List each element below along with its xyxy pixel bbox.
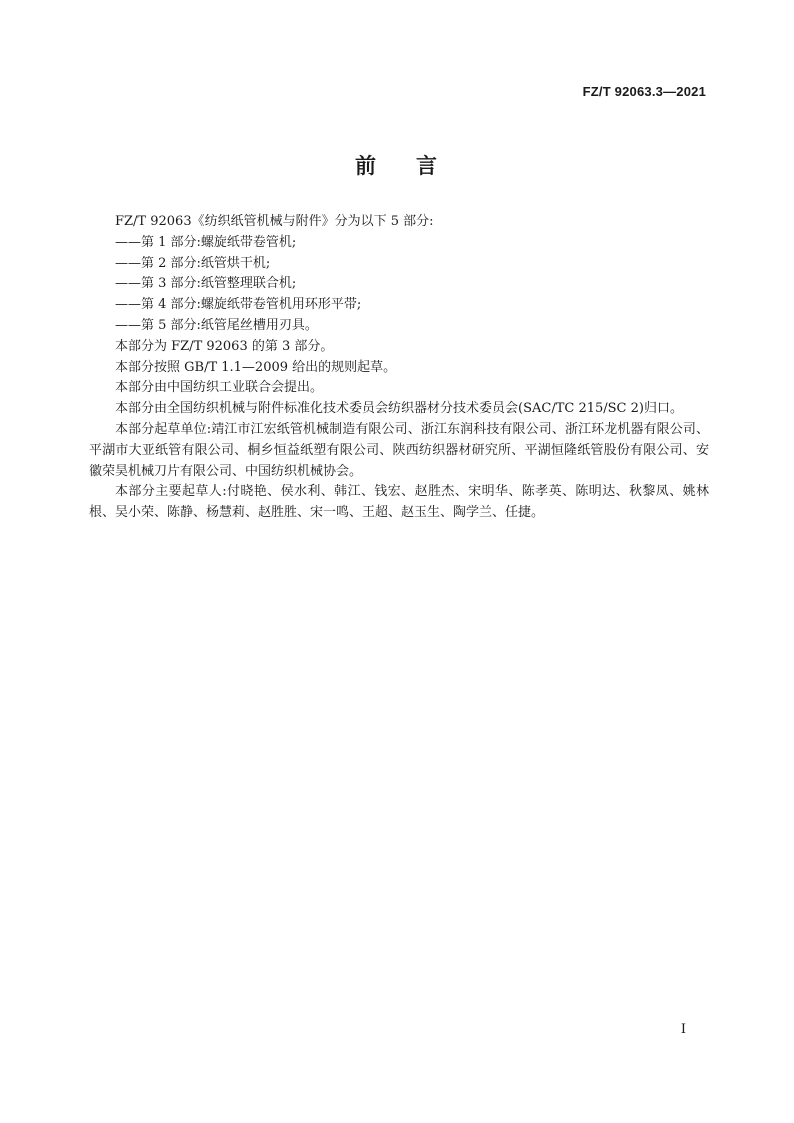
title-char-2: 言 — [416, 154, 439, 178]
administrator: 本部分由全国纺织机械与附件标准化技术委员会纺织器材分技术委员会(SAC/TC 215/SC 2)归口。 — [115, 401, 683, 417]
drafting-rules: 本部分按照 GB/T 1.1—2009 给出的规则起草。 — [115, 359, 397, 375]
part-list-item: ——第 2 部分:纸管烘干机; — [115, 255, 271, 271]
part-statement: 本部分为 FZ/T 92063 的第 3 部分。 — [115, 338, 334, 354]
part-list-item: ——第 3 部分:纸管整理联合机; — [115, 276, 297, 292]
drafting-units: 本部分起草单位:靖江市江宏纸管机械制造有限公司、浙江东润科技有限公司、浙江环龙机器有限公司、平湖市大亚纸管有限公司、桐乡恒益纸塑有限公司、陕西纺织器材研究所、平湖恒隆纸管股份有限公司、安徽荣昊机械刀片有限公司、中国纺织机械协会。 — [89, 421, 709, 479]
part-list-item: ——第 4 部分:螺旋纸带卷管机用环形平带; — [115, 297, 362, 313]
document-code: FZ/T 92063.3—2021 — [582, 84, 706, 99]
page-number: I — [680, 1022, 686, 1037]
part-list-item: ——第 5 部分:纸管尾丝槽用刃具。 — [115, 317, 318, 333]
part-list-item: ——第 1 部分:螺旋纸带卷管机; — [115, 234, 297, 250]
title-char-1: 前 — [355, 154, 378, 178]
page-title — [0, 150, 794, 180]
foreword-body — [89, 212, 709, 524]
proposer: 本部分由中国纺织工业联合会提出。 — [115, 380, 324, 396]
intro-paragraph: FZ/T 92063《纺织纸管机械与附件》分为以下 5 部分: — [115, 214, 434, 229]
drafters: 本部分主要起草人:付晓艳、侯水利、韩江、钱宏、赵胜杰、宋明华、陈孝英、陈明达、秋黎凤、姚林根、吴小荣、陈静、杨慧莉、赵胜胜、宋一鸣、王超、赵玉生、陶学兰、任捷。 — [89, 484, 709, 521]
